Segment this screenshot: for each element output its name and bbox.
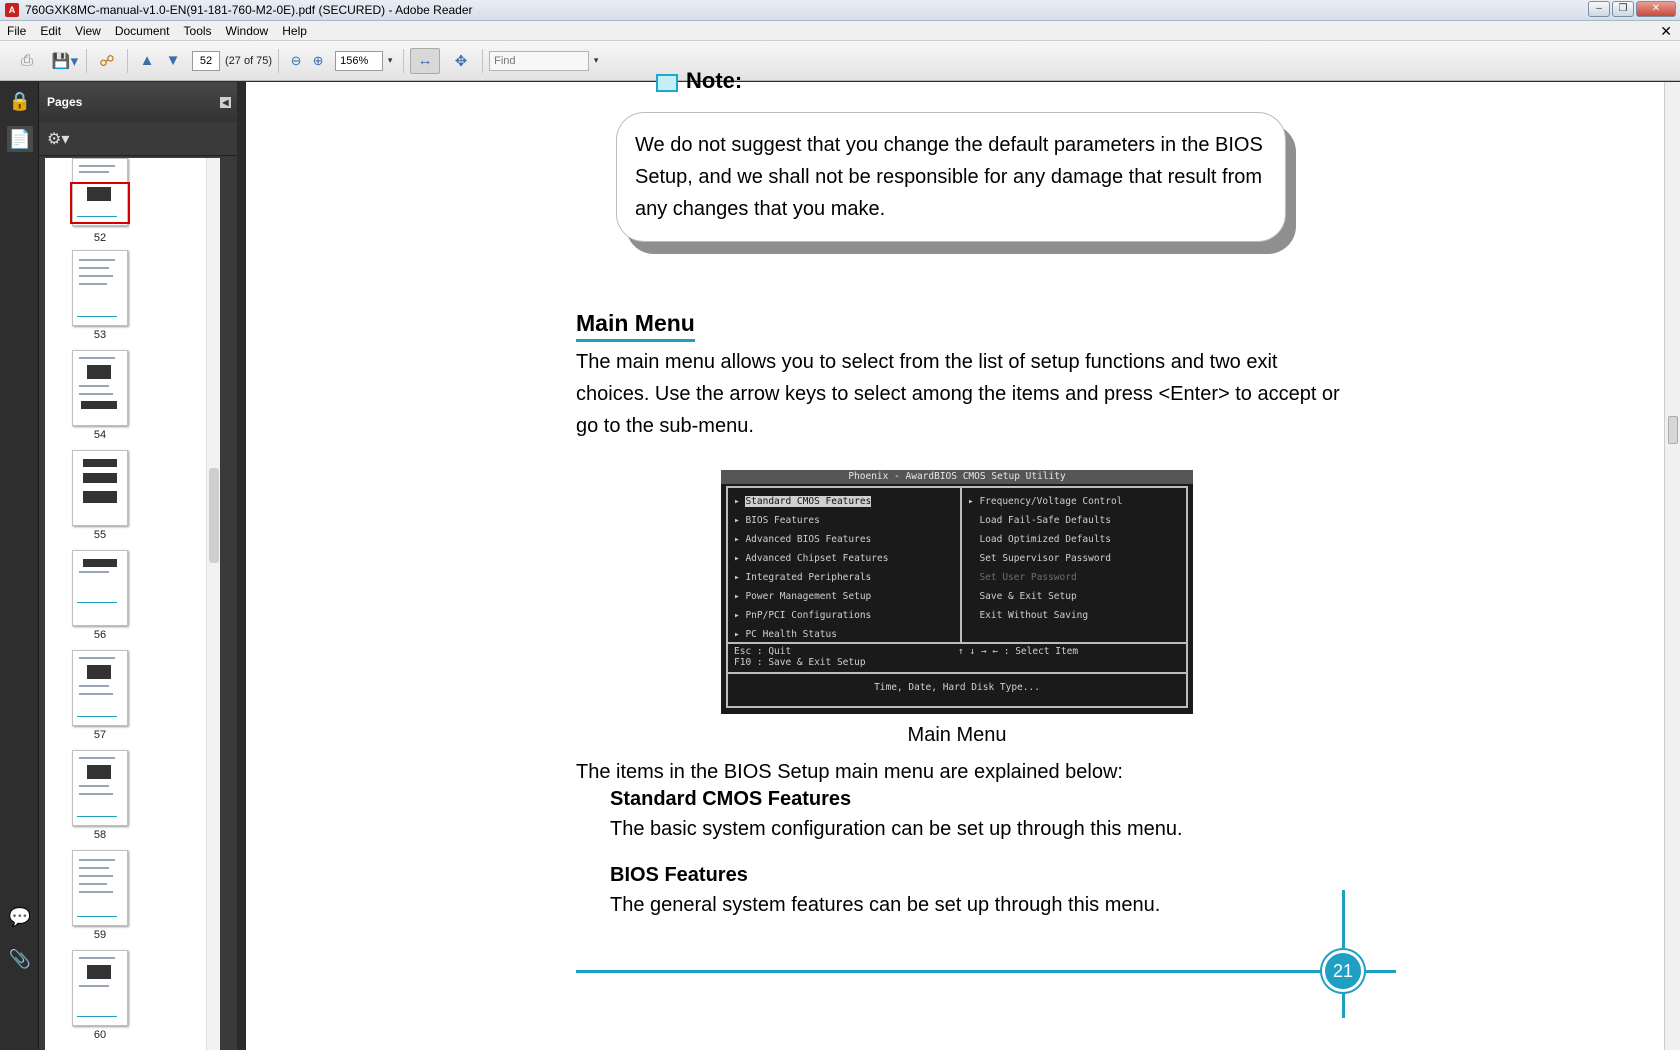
bios-item: ▸ Frequency/Voltage Control	[968, 496, 1123, 507]
menu-bar	[0, 21, 1680, 41]
pages-panel-icon[interactable]: 📄	[7, 126, 33, 152]
selected-region-indicator	[72, 184, 128, 222]
note-box: We do not suggest that you change the default parameters in the BIOS Setup, and we shall not be responsible for any damage that result from any changes that you make.	[616, 112, 1286, 242]
thumbnail-label: 58	[93, 829, 107, 841]
bios-item: ▸ PnP/PCI Configurations	[734, 610, 872, 621]
thumbnail-label: 56	[93, 629, 107, 641]
bios-item: Load Fail-Safe Defaults	[979, 515, 1112, 526]
save-copy-icon[interactable]: 💾▾	[51, 52, 79, 70]
thumbnail-list	[45, 158, 220, 1050]
section-heading: Main Menu	[576, 310, 695, 342]
bios-help-keys: Esc : Quit F10 : Save & Exit Setup	[734, 646, 866, 668]
subsection-title: Standard CMOS Features	[610, 788, 852, 810]
pages-panel	[39, 82, 237, 1050]
page-thumbnail-53[interactable]	[72, 250, 128, 326]
document-scrollbar[interactable]	[1664, 82, 1680, 1050]
page-count: (27 of 75)	[225, 54, 273, 67]
page-thumbnail-58[interactable]	[72, 750, 128, 826]
window-title: 760GXK8MC-manual-v1.0-EN(91-181-760-M2-0E).pdf (SECURED) - Adobe Reader	[25, 3, 473, 17]
menu-view[interactable]: View	[75, 23, 101, 38]
attachments-icon[interactable]: 📎	[8, 949, 32, 969]
figure-caption: Main Menu	[907, 724, 1007, 746]
thumbnail-label: 57	[93, 729, 107, 741]
scroll-thumb[interactable]	[1668, 416, 1678, 444]
thumbnail-label: 53	[93, 329, 107, 341]
page-thumbnail-54[interactable]	[72, 350, 128, 426]
note-label: Note:	[686, 68, 743, 93]
menu-help[interactable]: Help	[282, 23, 307, 38]
restore-button[interactable]: ❐	[1612, 1, 1634, 17]
thumbnail-label: 55	[93, 529, 107, 541]
footer-rule	[576, 970, 1396, 973]
page-thumbnail-56[interactable]	[72, 550, 128, 626]
intro-paragraph: The main menu allows you to select from the list of setup functions and two exit choices. Use the arrow keys to select among the items and press <Enter> to accept or go to the sub-menu.	[576, 351, 1340, 437]
bios-right-menu	[968, 492, 1180, 625]
bios-item: ▸ PC Health Status	[734, 629, 837, 640]
page-thumbnail-59[interactable]	[72, 850, 128, 926]
bios-item: ▸ Advanced Chipset Features	[734, 553, 889, 564]
thumbnail-scrollbar[interactable]	[206, 158, 220, 1050]
page-thumbnail-60[interactable]	[72, 950, 128, 1026]
bios-item: Load Optimized Defaults	[979, 534, 1112, 545]
bios-item: Set User Password	[979, 572, 1077, 583]
subsection-text: The general system features can be set up through this menu.	[610, 894, 1161, 916]
bios-item: ▸ Advanced BIOS Features	[734, 534, 872, 545]
collaborate-icon[interactable]: ☍	[99, 52, 115, 70]
note-icon	[656, 74, 678, 92]
menu-edit[interactable]: Edit	[40, 23, 62, 38]
menu-file[interactable]: File	[7, 23, 27, 38]
comments-icon[interactable]: 💬	[8, 907, 32, 927]
zoom-in-icon[interactable]: ⊕	[312, 52, 324, 68]
menu-tools[interactable]: Tools	[183, 23, 212, 38]
thumbnail-label: 54	[93, 429, 107, 441]
page-number-badge: 21	[1322, 950, 1364, 992]
bios-item: Exit Without Saving	[979, 610, 1089, 621]
print-icon[interactable]: ⎙	[20, 52, 33, 69]
bios-left-menu	[734, 492, 960, 644]
zoom-out-icon[interactable]: ⊖	[290, 52, 302, 68]
close-document-icon[interactable]: ✕	[1660, 23, 1672, 39]
title-bar	[0, 0, 1680, 21]
thumbnail-label: 52	[93, 232, 107, 244]
page-thumbnail-57[interactable]	[72, 650, 128, 726]
thumbnail-label: 60	[93, 1029, 107, 1041]
document-view	[246, 68, 1664, 1050]
subsection-text: The basic system configuration can be set up through this menu.	[610, 818, 1183, 840]
fit-page-icon[interactable]: ✥	[454, 52, 468, 70]
bios-screenshot	[721, 470, 1193, 714]
menu-window[interactable]: Window	[225, 23, 269, 38]
minimize-button[interactable]: –	[1588, 1, 1610, 17]
bios-item: ▸ Standard CMOS Features	[734, 496, 872, 507]
collapse-panel-icon[interactable]: ◀	[220, 97, 231, 108]
bios-title: Phoenix - AwardBIOS CMOS Setup Utility	[721, 470, 1193, 484]
zoom-input[interactable]: 156%	[335, 51, 383, 71]
pdf-page	[576, 68, 1356, 1050]
thumbnail-label: 59	[93, 929, 107, 941]
bios-item: ▸ Integrated Peripherals	[734, 572, 872, 583]
subsection-title: BIOS Features	[610, 864, 748, 886]
find-input[interactable]	[489, 51, 589, 71]
find-dropdown-icon[interactable]: ▾	[593, 55, 599, 65]
zoom-dropdown-icon[interactable]: ▾	[387, 55, 393, 65]
options-gear-icon[interactable]: ⚙▾	[47, 131, 70, 148]
adobe-reader-icon: A	[5, 3, 19, 17]
bios-help-select: ↑ ↓ → ← : Select Item	[958, 646, 1079, 657]
page-number-input[interactable]	[192, 51, 220, 71]
next-page-icon[interactable]: ▼	[165, 52, 181, 69]
fit-width-icon[interactable]: ↔	[410, 48, 440, 74]
bios-item: Set Supervisor Password	[979, 553, 1112, 564]
bios-item: Save & Exit Setup	[979, 591, 1077, 602]
page-thumbnail-55[interactable]	[72, 450, 128, 526]
previous-page-icon[interactable]: ▲	[139, 52, 155, 69]
bios-item: ▸ BIOS Features	[734, 515, 820, 526]
bios-footer: Time, Date, Hard Disk Type...	[874, 682, 1040, 693]
menu-document[interactable]: Document	[114, 23, 170, 38]
security-lock-icon[interactable]: 🔒	[8, 91, 32, 111]
navigation-bar	[0, 82, 39, 1050]
toolbar	[0, 41, 1680, 81]
bios-item: ▸ Power Management Setup	[734, 591, 872, 602]
explained-paragraph: The items in the BIOS Setup main menu are explained below:	[576, 761, 1123, 783]
close-window-button[interactable]: ✕	[1636, 1, 1676, 17]
pages-panel-title: Pages	[47, 95, 83, 109]
